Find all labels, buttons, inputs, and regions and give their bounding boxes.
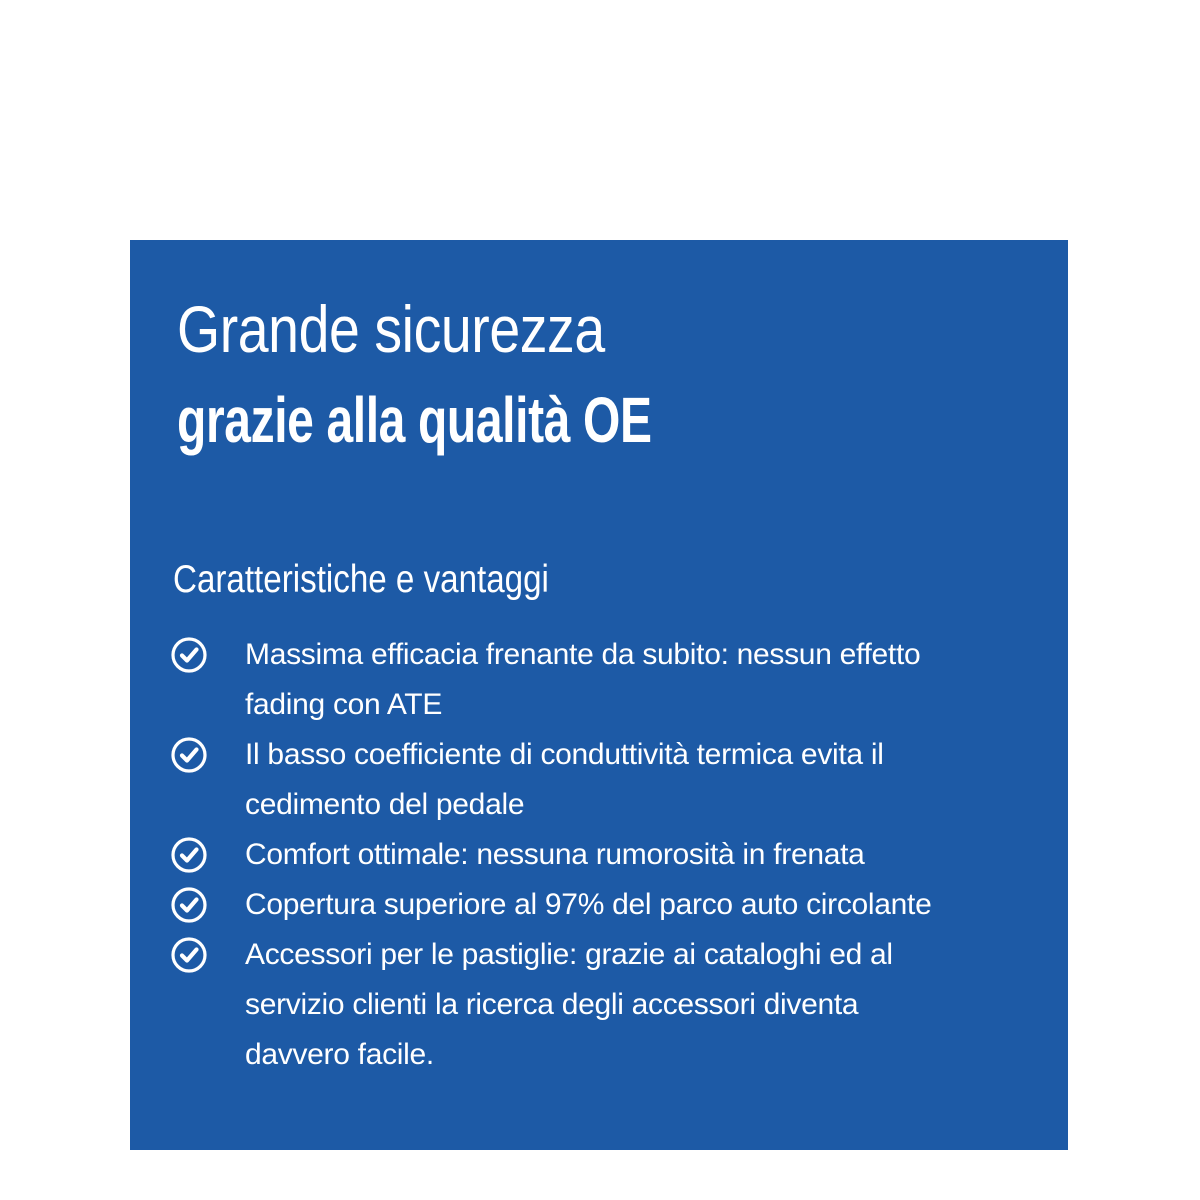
- section-heading: Caratteristiche e vantaggi: [173, 558, 549, 601]
- list-item-text: Comfort ottimale: nessuna rumorosità in frenata: [245, 838, 865, 871]
- panel-title-line1: Grande sicurezza: [177, 292, 605, 366]
- list-item: [170, 930, 1028, 1080]
- check-circle-icon: [170, 736, 208, 774]
- list-item-text: Massima efficacia frenante da subito: nessun effetto fading con ATE: [245, 638, 921, 721]
- check-circle-icon: [170, 836, 208, 874]
- check-circle-icon: [170, 636, 208, 674]
- list-item: [170, 730, 1028, 830]
- check-circle-icon: [170, 886, 208, 924]
- list-item: [170, 830, 1028, 880]
- check-circle-icon: [170, 936, 208, 974]
- list-item: [170, 880, 1028, 930]
- panel-title-line2: grazie alla qualità OE: [177, 384, 652, 456]
- benefits-list: [170, 630, 1028, 1080]
- feature-panel: [130, 240, 1068, 1150]
- list-item-text: Accessori per le pastiglie: grazie ai cataloghi ed al servizio clienti la ricerca degli accessori diventa davvero facile.: [245, 938, 893, 1071]
- list-item-text: Il basso coefficiente di conduttività termica evita il cedimento del pedale: [245, 738, 884, 821]
- list-item: [170, 630, 1028, 730]
- list-item-text: Copertura superiore al 97% del parco auto circolante: [245, 888, 932, 921]
